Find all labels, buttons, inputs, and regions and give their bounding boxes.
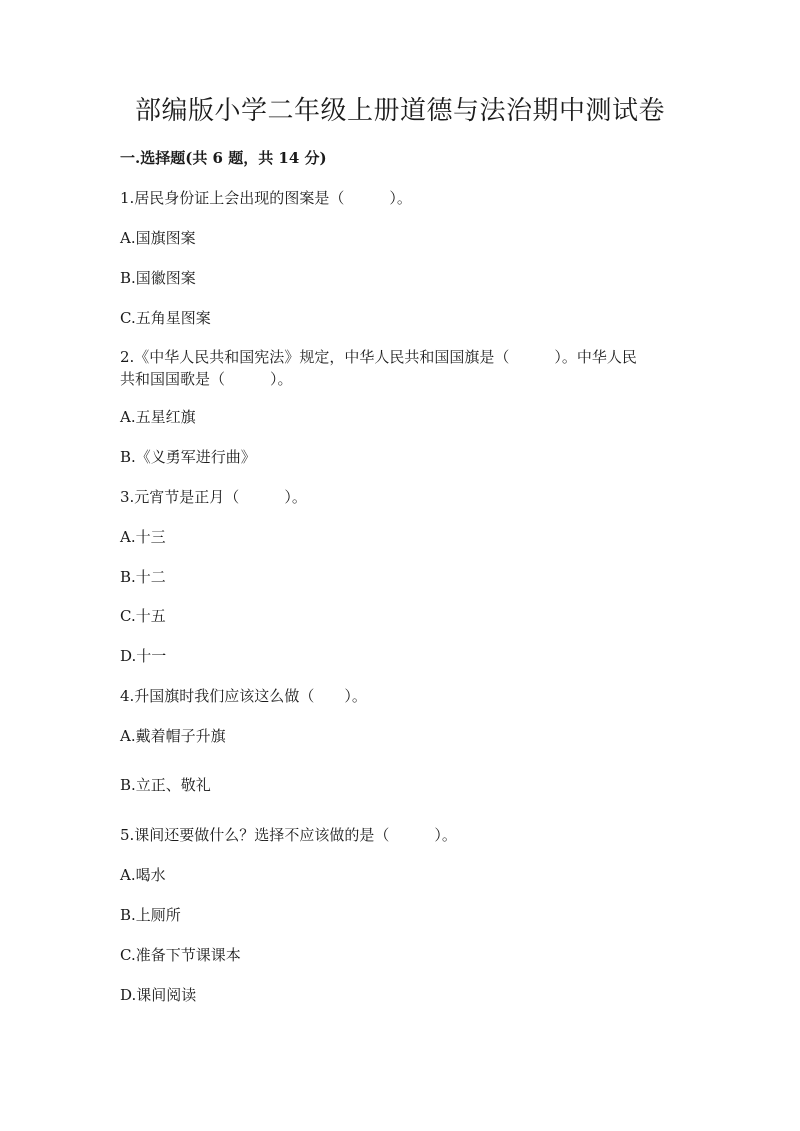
question-5-option-b[interactable]: B.上厕所: [120, 906, 181, 924]
question-2-option-a[interactable]: A.五星红旗: [120, 408, 196, 426]
question-2-option-b[interactable]: B.《义勇军进行曲》: [120, 448, 256, 466]
question-3-stem: 3.元宵节是正月（ ）。: [120, 488, 307, 506]
question-5-option-c[interactable]: C.准备下节课课本: [120, 946, 241, 964]
question-1-option-b[interactable]: B.国徽图案: [120, 269, 196, 287]
question-4-option-b[interactable]: B.立正、敬礼: [120, 776, 211, 794]
question-3-option-c[interactable]: C.十五: [120, 607, 166, 625]
document-title: 部编版小学二年级上册道德与法治期中测试卷: [134, 96, 665, 126]
question-3-option-a[interactable]: A.十三: [120, 528, 166, 546]
question-2-stem-line-2: 共和国国歌是（ ）。: [120, 370, 293, 388]
question-1-option-a[interactable]: A.国旗图案: [120, 229, 196, 247]
question-1-stem: 1.居民身份证上会出现的图案是（ ）。: [120, 189, 412, 207]
question-4-option-a[interactable]: A.戴着帽子升旗: [120, 727, 226, 745]
question-3-option-b[interactable]: B.十二: [120, 568, 166, 586]
section-heading: 一.选择题(共 6 题，共 14 分): [120, 149, 327, 167]
question-4-stem: 4.升国旗时我们应该这么做（ ）。: [120, 687, 367, 705]
question-5-option-d[interactable]: D.课间阅读: [120, 986, 197, 1004]
question-5-option-a[interactable]: A.喝水: [120, 866, 166, 884]
question-1-option-c[interactable]: C.五角星图案: [120, 309, 211, 327]
question-3-option-d[interactable]: D.十一: [120, 647, 167, 665]
question-5-stem: 5.课间还要做什么？选择不应该做的是（ ）。: [120, 826, 457, 844]
question-2-stem-line-1: 2.《中华人民共和国宪法》规定，中华人民共和国国旗是（ ）。中华人民: [120, 348, 637, 366]
